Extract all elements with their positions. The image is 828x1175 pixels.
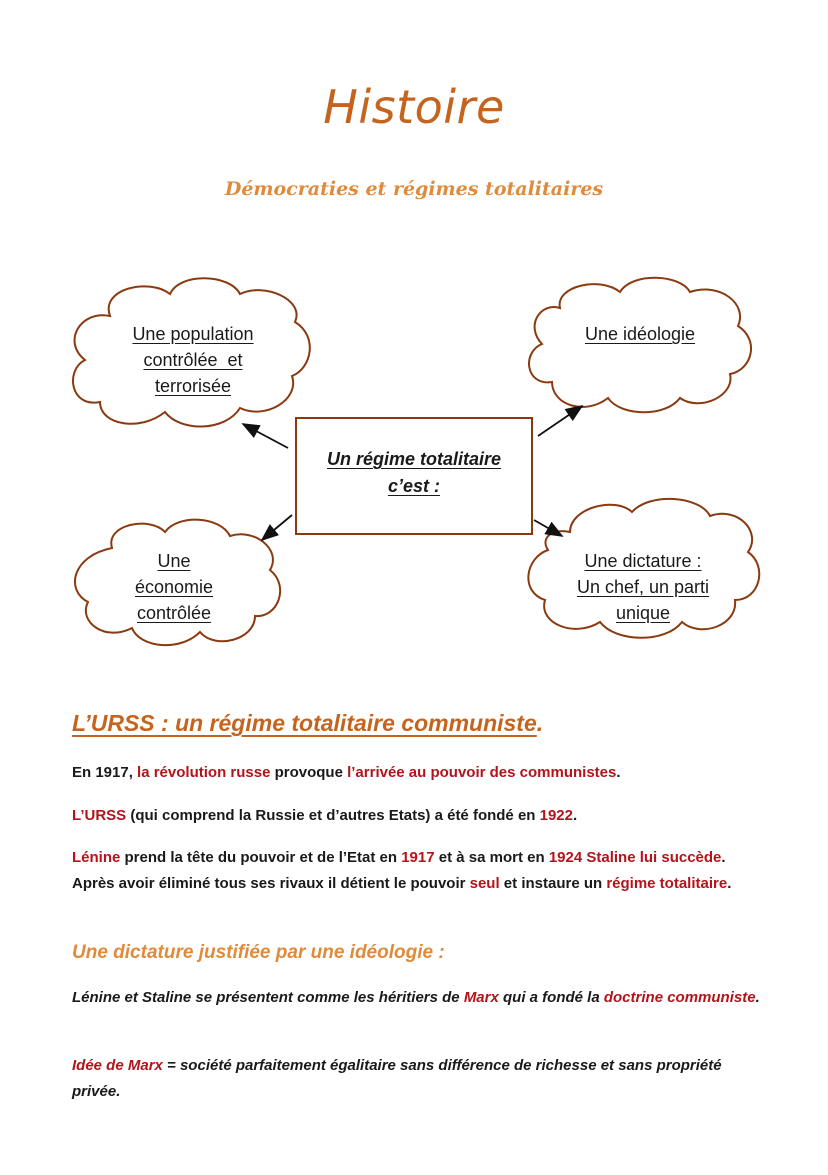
highlight: 1922 — [539, 807, 573, 824]
highlight: la révolution russe — [137, 764, 271, 781]
highlight: l’arrivée au pouvoir des communistes — [347, 764, 617, 781]
text: . — [573, 807, 578, 824]
section-heading-urss — [72, 710, 543, 737]
text: Lénine et Staline se présentent comme les héritiers de — [72, 989, 464, 1006]
text: . — [755, 989, 760, 1006]
highlight: Marx — [463, 989, 499, 1006]
highlight: Lénine — [72, 849, 121, 866]
text: = société parfaitement égalitaire sans différence de richesse et sans propriété privée. — [72, 1057, 722, 1100]
highlight: 1924 Staline lui succède — [548, 849, 722, 866]
cloud-line: Une — [157, 551, 191, 571]
paragraph-1917 — [72, 760, 762, 786]
paragraph-idee-marx — [72, 1053, 762, 1105]
heading-dot: . — [536, 710, 544, 736]
cloud-line: terrorisée — [154, 376, 232, 396]
text: prend la tête du pouvoir et de l’Etat en — [120, 849, 402, 866]
cloud-line: Un chef, un parti — [576, 577, 710, 597]
text: et à sa mort en — [434, 849, 549, 866]
text: En 1917, — [72, 764, 138, 781]
highlight: seul — [469, 875, 500, 892]
cloud-top-left — [106, 321, 280, 399]
text: (qui comprend la Russie et d’autres Etats) a été fondé en — [126, 807, 540, 824]
section-heading-ideologie: Une dictature justifiée par une idéologie : — [72, 942, 445, 963]
highlight: L’URSS — [72, 807, 127, 824]
highlight: régime totalitaire — [606, 875, 728, 892]
highlight: 1917 — [401, 849, 435, 866]
cloud-line: unique — [615, 603, 671, 623]
arrow-to-top-left — [243, 424, 288, 448]
center-line-1: Un régime totalitaire — [326, 449, 502, 469]
cloud-line: contrôlée — [136, 603, 212, 623]
page-subtitle: Démocraties et régimes totalitaires — [224, 178, 604, 200]
page-title: Histoire — [323, 80, 505, 134]
paragraph-heritiers-marx — [72, 985, 762, 1011]
cloud-line: Une population — [132, 324, 254, 344]
highlight: Idée de Marx — [72, 1057, 163, 1074]
text: provoque — [270, 764, 348, 781]
cloud-line: Une idéologie — [584, 324, 696, 344]
text: et instaure un — [499, 875, 607, 892]
arrow-to-bottom-left — [262, 515, 292, 540]
cloud-bottom-right — [562, 548, 724, 626]
text: qui a fondé la — [498, 989, 604, 1006]
text: . — [727, 875, 732, 892]
center-line-2: c’est : — [387, 476, 441, 496]
text: . — [616, 764, 621, 781]
cloud-line: contrôlée et — [143, 350, 243, 370]
arrow-to-top-right — [538, 406, 582, 436]
section-heading-text: L’URSS : un régime totalitaire communiste — [72, 710, 537, 736]
paragraph-urss-founded — [72, 803, 762, 829]
highlight: doctrine communiste — [603, 989, 756, 1006]
cloud-bottom-left — [92, 548, 256, 626]
center-box-label — [296, 446, 532, 500]
cloud-line: économie — [134, 577, 214, 597]
cloud-line: Une dictature : — [584, 551, 702, 571]
cloud-top-right — [560, 321, 720, 347]
paragraph-lenine-staline — [72, 845, 762, 897]
arrow-to-bottom-right — [534, 520, 562, 536]
text: . Après avoir éliminé tous ses rivaux il détient le pouvoir — [72, 849, 726, 892]
